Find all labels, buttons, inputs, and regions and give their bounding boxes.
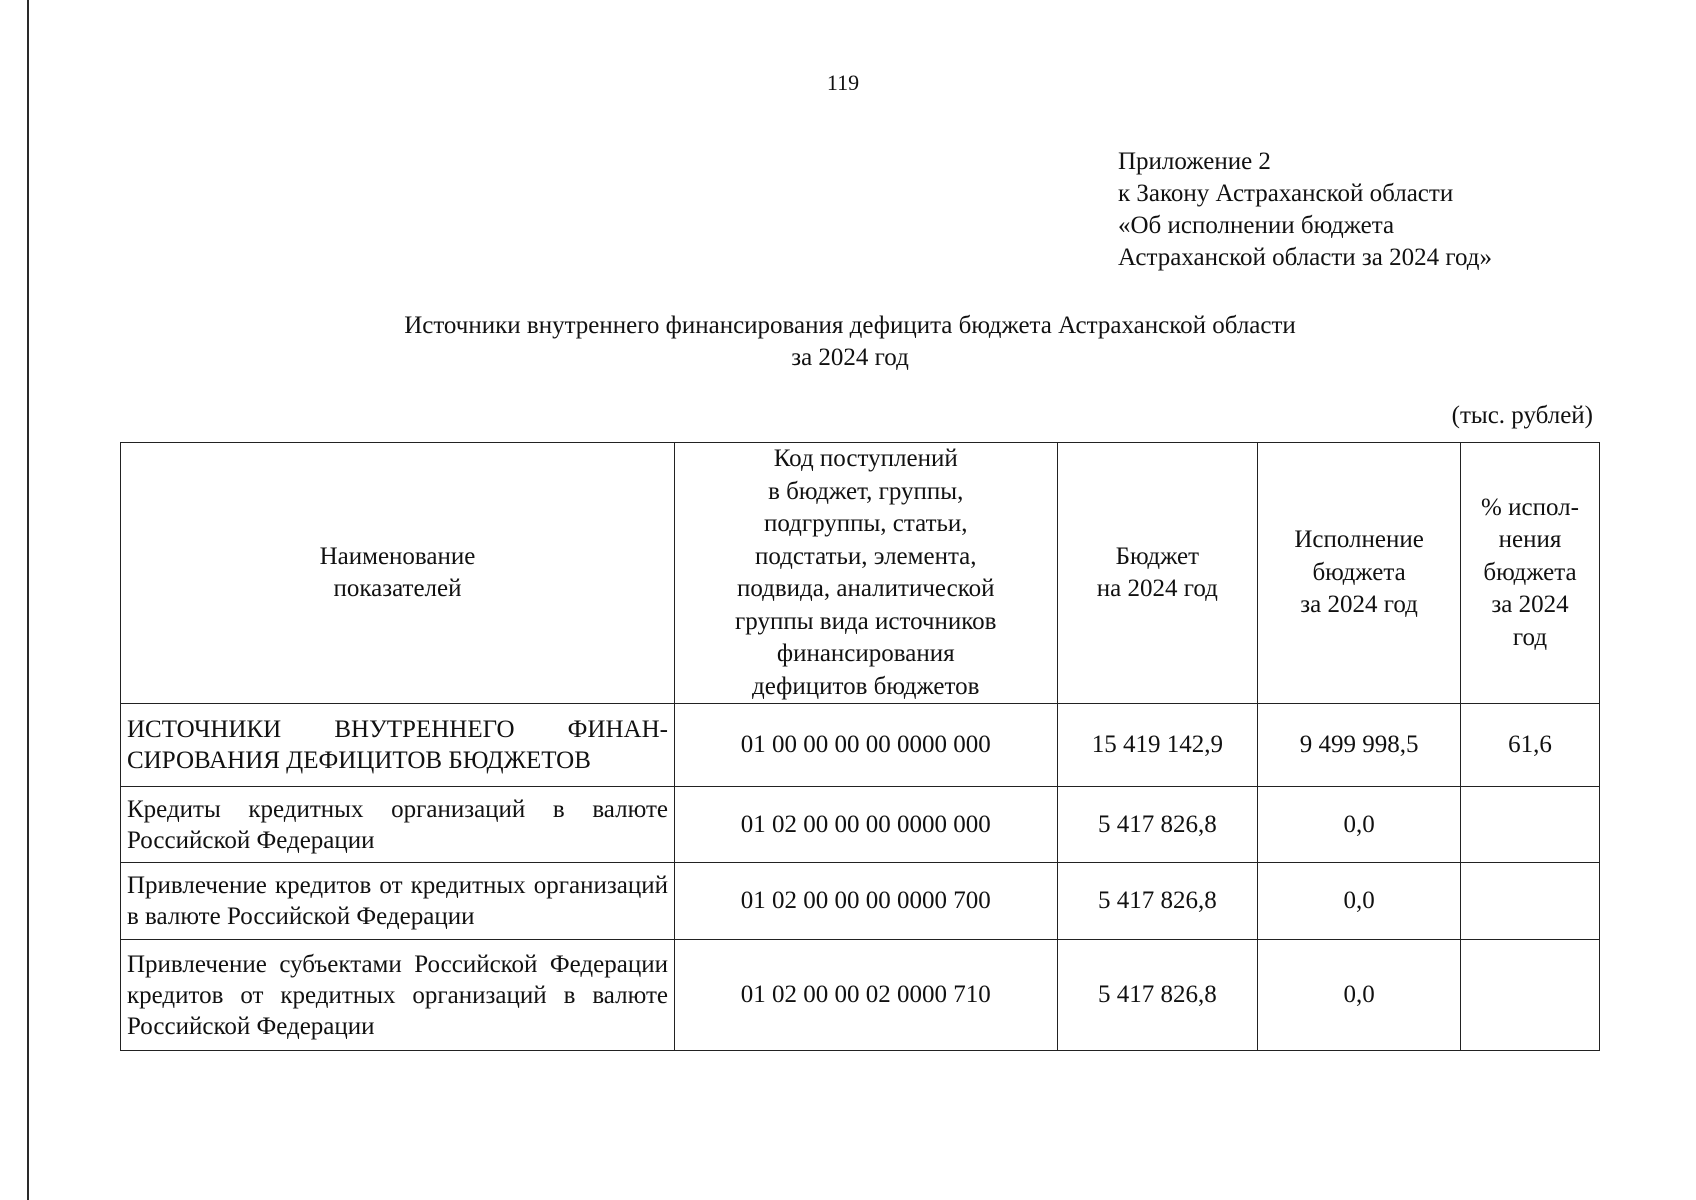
table-row <box>121 863 1600 940</box>
table-header-row <box>121 443 1600 704</box>
row-name: Кредиты кредитных организаций в валюте Российской Федерации <box>121 787 675 863</box>
row-execution: 9 499 998,5 <box>1258 704 1461 787</box>
row-percent <box>1460 787 1599 863</box>
row-budget: 5 417 826,8 <box>1057 940 1258 1051</box>
header-code: Код поступлений в бюджет, группы, подгруппы, статьи, подстатьи, элемента, подвида, аналитической группы вида источников финансирования дефицитов бюджетов <box>674 443 1057 704</box>
row-percent <box>1460 863 1599 940</box>
header-percent: % испол- нения бюджета за 2024 год <box>1460 443 1599 704</box>
row-execution: 0,0 <box>1258 787 1461 863</box>
row-execution: 0,0 <box>1258 863 1461 940</box>
table-row <box>121 704 1600 787</box>
table-row <box>121 940 1600 1051</box>
row-percent: 61,6 <box>1460 704 1599 787</box>
row-code: 01 02 00 00 00 0000 000 <box>674 787 1057 863</box>
row-percent <box>1460 940 1599 1051</box>
row-execution: 0,0 <box>1258 940 1461 1051</box>
appendix-line-2: к Закону Астраханской области <box>1118 180 1454 207</box>
header-name: Наименование показателей <box>121 443 675 704</box>
table-row <box>121 787 1600 863</box>
units-label: (тыс. рублей) <box>1451 402 1593 429</box>
row-budget: 15 419 142,9 <box>1057 704 1258 787</box>
row-code: 01 00 00 00 00 0000 000 <box>674 704 1057 787</box>
title-line-2: за 2024 год <box>791 344 909 371</box>
row-code: 01 02 00 00 02 0000 710 <box>674 940 1057 1051</box>
appendix-note <box>1118 146 1492 274</box>
row-budget: 5 417 826,8 <box>1057 863 1258 940</box>
header-budget: Бюджет на 2024 год <box>1057 443 1258 704</box>
financing-sources-table <box>120 442 1600 1051</box>
appendix-line-3: «Об исполнении бюджета <box>1118 212 1395 239</box>
document-title <box>120 310 1580 374</box>
row-budget: 5 417 826,8 <box>1057 787 1258 863</box>
appendix-line-1: Приложение 2 <box>1118 148 1271 175</box>
scan-edge-line <box>27 0 29 1200</box>
header-execution: Исполнение бюджета за 2024 год <box>1258 443 1461 704</box>
appendix-line-4: Астраханской области за 2024 год» <box>1118 244 1493 271</box>
title-line-1: Источники внутреннего финансирования дефицита бюджета Астраханской области <box>404 312 1296 339</box>
row-name: ИСТОЧНИКИ ВНУТРЕННЕГО ФИНАНСИРОВАНИЯ ДЕФИЦИТОВ БЮДЖЕТОВ <box>121 704 675 787</box>
row-name: Привлечение субъектами Российской Федерации кредитов от кредитных организаций в валюте Российской Федерации <box>121 940 675 1051</box>
page-number: 119 <box>826 70 860 95</box>
row-name: Привлечение кредитов от кредитных организаций в валюте Российской Федерации <box>121 863 675 940</box>
row-code: 01 02 00 00 00 0000 700 <box>674 863 1057 940</box>
